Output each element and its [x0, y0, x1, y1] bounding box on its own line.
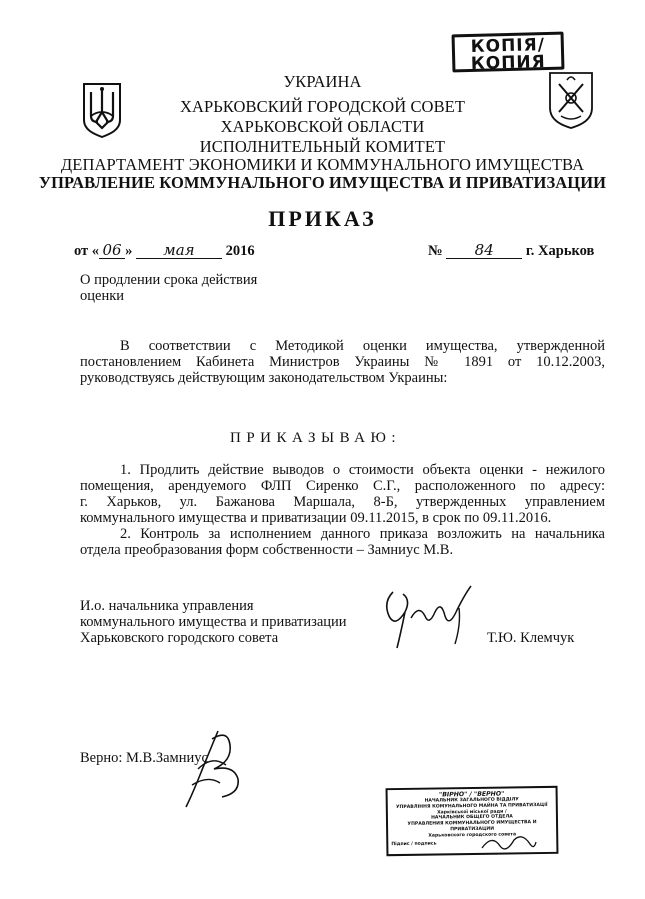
number-value: 84 — [446, 243, 522, 259]
stamp-signature-icon — [478, 830, 538, 854]
item-line-1: 1. Продлить действие выводов о стоимости объекта оценки - нежилого — [120, 462, 605, 478]
copy-stamp — [452, 32, 565, 73]
cert-stamp-sign-label: Підпис / подпись — [391, 841, 437, 847]
order-items — [80, 462, 605, 558]
verification-signature-icon — [178, 725, 248, 810]
order-subject — [80, 272, 300, 304]
preamble-line-1: В соответствии с Методикой оценки имущества, утвержденной — [120, 338, 605, 354]
signer-name: Т.Ю. Клемчук — [487, 630, 575, 646]
date-year: 2016 — [225, 243, 255, 259]
verification-line: Верно: М.В.Замниус — [80, 750, 208, 766]
item-line-6: отдела преобразования форм собственности – Замниус М.В. — [80, 542, 454, 558]
signature-block — [80, 598, 347, 646]
signature-title-line-2: коммунального имущества и приватизации — [80, 614, 347, 630]
header-country: УКРАИНА — [283, 72, 362, 91]
document-title: ПРИКАЗ — [268, 206, 377, 231]
copy-stamp-line-2: КОПИЯ — [470, 52, 546, 74]
header-council: ХАРЬКОВСКИЙ ГОРОДСКОЙ СОВЕТ — [179, 97, 466, 116]
signature-title-line-3: Харьковского городского совета — [80, 630, 279, 646]
item-line-5: 2. Контроль за исполнением данного приказа возложить на начальника — [120, 526, 605, 542]
preamble-line-2: постановлением Кабинета Министров Украины № 1891 от 10.12.2003, — [80, 354, 605, 370]
date-close: » — [125, 243, 133, 259]
copy-stamp-line-1: КОПІЯ/ — [470, 35, 546, 57]
item-line-4: коммунального имущества и приватизации 09.11.2015, в срок по 09.11.2016. — [80, 510, 552, 526]
preamble-line-3: руководствуясь действующим законодательством Украины: — [80, 370, 448, 386]
order-date — [74, 243, 255, 260]
preamble — [80, 338, 605, 386]
cert-stamp-line-1: НАЧАЛЬНИК ЗАГАЛЬНОГО ВІДДІЛУ — [424, 797, 519, 804]
date-prefix: от « — [74, 243, 100, 259]
cert-stamp-line-2: УПРАВЛІННЯ КОМУНАЛЬНОГО МАЙНА ТА ПРИВАТИЗАЦІЇ — [395, 802, 548, 810]
date-month: мая — [136, 243, 222, 259]
order-number — [428, 243, 594, 260]
header-committee: ИСПОЛНИТЕЛЬНЫЙ КОМИТЕТ — [199, 137, 446, 156]
cert-stamp-line-5: УПРАВЛЕНИЯ КОММУНАЛЬНОГО ИМУЩЕСТВА И ПРИВАТИЗАЦИИ — [407, 820, 537, 833]
signature-title-line-1: И.о. начальника управления — [80, 598, 254, 614]
header-region: ХАРЬКОВСКОЙ ОБЛАСТИ — [220, 117, 425, 136]
number-city: г. Харьков — [525, 243, 595, 259]
item-line-2: помещения, арендуемого ФЛП Сиренко С.Г., расположенного по адресу: — [80, 478, 605, 494]
cert-stamp-line-6: Харьковского городского совета — [428, 832, 517, 839]
item-line-3: г. Харьков, ул. Бажанова Маршала, 8-Б, утвержденных управлением — [80, 494, 605, 510]
handwritten-signature-icon — [375, 582, 485, 654]
subject-line-2: оценки — [80, 288, 125, 304]
order-word: ПРИКАЗЫВАЮ: — [230, 430, 402, 446]
number-label: № — [428, 243, 443, 259]
cert-stamp-line-4: НАЧАЛЬНИК ОБЩЕГО ОТДЕЛА — [431, 814, 513, 821]
cert-stamp-line-3: Харківської міської ради / — [437, 809, 507, 816]
header-office: УПРАВЛЕНИЕ КОММУНАЛЬНОГО ИМУЩЕСТВА И ПРИВАТИЗАЦИИ — [38, 173, 607, 192]
cert-stamp-title: "ВІРНО" / "ВЕРНО" — [438, 790, 505, 799]
subject-line-1: О продлении срока действия — [80, 272, 258, 288]
date-day: 06 — [99, 243, 125, 259]
header-department: ДЕПАРТАМЕНТ ЭКОНОМИКИ И КОММУНАЛЬНОГО ИМУЩЕСТВА — [60, 155, 585, 174]
